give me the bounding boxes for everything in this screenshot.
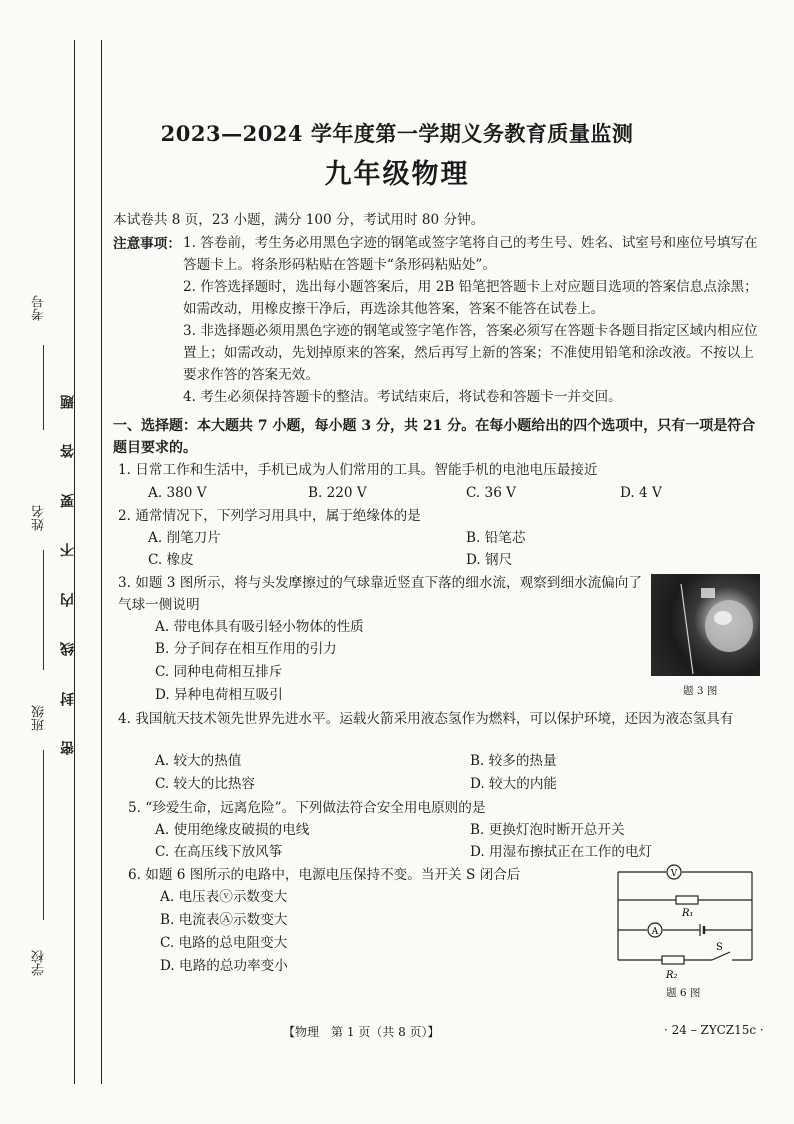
- resistor-r2-label: R₂: [666, 970, 678, 981]
- note-item: 2. 作答选择题时，选出每小题答案后，用 2B 铅笔把答题卡上对应题目选项的答案信息点涂黑；如需改动，用橡皮擦干净后，再选涂其他答案，答案不能答在试卷上。: [183, 279, 758, 317]
- field-class-line: [43, 750, 44, 920]
- field-name-label: 姓名: [32, 505, 47, 531]
- seal-char: 要: [60, 493, 76, 508]
- question-option: A. 较大的热值: [155, 753, 242, 769]
- field-name-line: [43, 550, 44, 670]
- seal-char: 题: [60, 395, 76, 410]
- note-item: 3. 非选择题必须用黑色字迹的钢笔或签字笔作答，答案必须写在答题卡各题目指定区域内相应位置上；如需改动，先划掉原来的答案，然后再写上新的答案；不准使用铅笔和涂改液。不按以上要求作答的答案无效。: [183, 323, 758, 383]
- question-option: A. 380 V: [148, 485, 207, 501]
- question-option: D. 用湿布擦拭正在工作的电灯: [470, 844, 653, 860]
- question-option: A. 削笔刀片: [148, 530, 221, 546]
- question-option: D. 4 V: [620, 485, 662, 501]
- question-option: B. 较多的热量: [470, 753, 557, 769]
- seal-char: 答: [60, 444, 76, 459]
- figure-3-caption: 题 3 图: [683, 685, 718, 697]
- question-option: C. 在高压线下放风筝: [155, 844, 283, 860]
- note-item: 1. 答卷前，考生务必用黑色字迹的钢笔或签字笔将自己的考生号、姓名、试室号和座位号填写在答题卡上。将条形码粘贴在答题卡“条形码粘贴处”。: [183, 235, 758, 273]
- question-option: C. 较大的比热容: [155, 776, 256, 792]
- question-option: A. 电压表ⓥ示数变大: [160, 889, 288, 905]
- ammeter-label: A: [651, 927, 659, 937]
- switch-label: S: [716, 942, 723, 953]
- question-stem: 4. 我国航天技术领先世界先进水平。运载火箭采用液态氢作为燃料，可以保护环境，还因为液态氢具有: [118, 711, 734, 727]
- seal-char: 密: [60, 741, 76, 755]
- paper-code: · 24 – ZYCZ15c ·: [664, 1023, 764, 1037]
- seal-line-text: [58, 395, 78, 755]
- question-option: C. 橡皮: [148, 552, 194, 568]
- question-option: B. 电流表Ⓐ示数变大: [160, 912, 288, 928]
- question-option: B. 220 V: [308, 485, 367, 501]
- question-stem: 2. 通常情况下，下列学习用具中，属于绝缘体的是: [118, 508, 421, 524]
- seal-char: 线: [60, 642, 76, 657]
- seal-char: 不: [60, 543, 76, 558]
- balloon-water-photo: [651, 574, 760, 676]
- question-option: B. 铅笔芯: [466, 530, 526, 546]
- question-option: D. 异种电荷相互吸引: [155, 687, 283, 703]
- exam-intro: 本试卷共 8 页，23 小题，满分 100 分，考试用时 80 分钟。: [113, 212, 485, 228]
- question-option: A. 带电体具有吸引轻小物体的性质: [155, 619, 364, 635]
- question-option: B. 更换灯泡时断开总开关: [470, 822, 625, 838]
- field-exam-number-label: 考号: [32, 295, 47, 321]
- seal-char: 封: [60, 691, 76, 706]
- question-option: D. 钢尺: [466, 552, 513, 568]
- voltmeter-label: V: [670, 869, 678, 879]
- question-option: C. 电路的总电阻变大: [160, 935, 288, 951]
- question-option: A. 使用绝缘皮破损的电线: [155, 822, 310, 838]
- question-option: B. 分子间存在相互作用的引力: [155, 641, 337, 657]
- ammeter-icon: [648, 923, 662, 937]
- question-stem: 1. 日常工作和生活中，手机已成为人们常用的工具。智能手机的电池电压最接近: [118, 462, 598, 478]
- field-exam-number-line: [43, 345, 44, 430]
- resistor-r1-label: R₁: [682, 908, 694, 919]
- notes-heading: 注意事项：: [113, 236, 181, 252]
- note-item: 4. 考生必须保持答题卡的整洁。考试结束后，将试卷和答题卡一并交回。: [183, 389, 622, 405]
- voltmeter-icon: [667, 865, 681, 879]
- exam-subtitle: 九年级物理: [324, 159, 470, 190]
- balloon-illustration: [651, 574, 760, 676]
- question-option: D. 电路的总功率变小: [160, 958, 288, 974]
- seal-char: 内: [60, 592, 76, 607]
- section-heading: 一、选择题：本大题共 7 小题，每小题 3 分，共 21 分。在每小题给出的四个选项中，只有一项是符合题目要求的。: [113, 418, 756, 456]
- circuit-diagram: [612, 866, 762, 981]
- question-option: C. 36 V: [466, 485, 516, 501]
- page-footer: 【物理 第 1 页（共 8 页）】: [283, 1025, 440, 1039]
- field-school-label: 学校: [32, 950, 47, 976]
- question-option: D. 较大的内能: [470, 776, 558, 792]
- figure-6-caption: 题 6 图: [666, 987, 701, 999]
- question-stem: 6. 如题 6 图所示的电路中，电源电压保持不变。当开关 S 闭合后: [128, 867, 521, 883]
- question-stem: 5. “珍爱生命，远离危险”。下列做法符合安全用电原则的是: [128, 800, 486, 816]
- exam-title: 2023—2024 学年度第一学期义务教育质量监测: [160, 121, 634, 146]
- margin-line-inner: [101, 40, 102, 1084]
- field-class-label: 班级: [32, 705, 47, 731]
- question-option: C. 同种电荷相互排斥: [155, 664, 283, 680]
- question-stem: 3. 如题 3 图所示，将与头发摩擦过的气球靠近竖直下落的细水流，观察到细水流偏向了气球一侧说明: [118, 575, 642, 613]
